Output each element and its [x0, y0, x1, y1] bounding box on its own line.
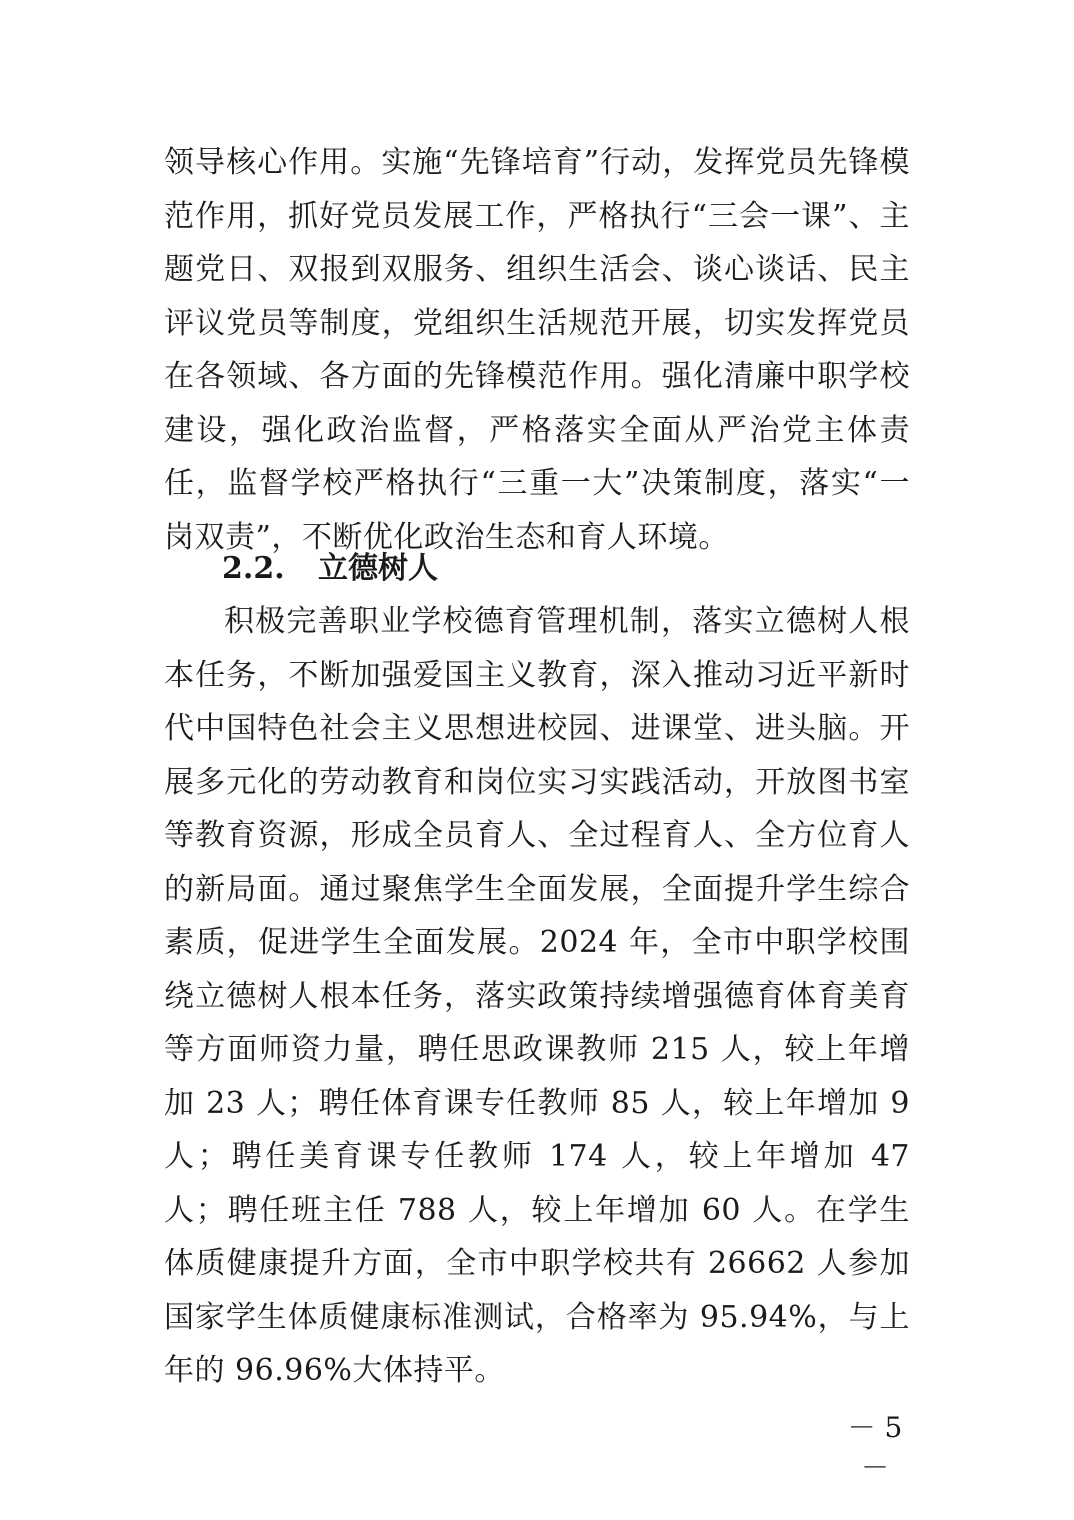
body-paragraph-2: 积极完善职业学校德育管理机制，落实立德树人根本任务，不断加强爱国主义教育，深入推动习近平新时代中国特色社会主义思想进校园、进课堂、进头脑。开展多元化的劳动教育和岗位实习实践活动，开放图书室等教育资源，形成全员育人、全过程育人、全方位育人的新局面。通过聚焦学生全面发展，全面提升学生综合素质，促进学生全面发展。2024 年，全市中职学校围绕立德树人根本任务，落实政策持续增强德育体育美育等方面师资力量，聘任思政课教师 215 人，较上年增加 23 人；聘任体育课专任教师 85 人，较上年增加 9 人；聘任美育课专任教师 174 人，较上年增加 47 人；聘任班主任 788 人，较上年增加 60 人。在学生体质健康提升方面，全市中职学校共有 26662 人参加国家学生体质健康标准测试，合格率为 95.94%，与上年的 96.96%大体持平。 [164, 604, 910, 1388]
section-heading [222, 542, 438, 596]
section-title: 立德树人 [318, 551, 438, 586]
body-paragraph-1: 领导核心作用。实施“先锋培育”行动，发挥党员先锋模范作用，抓好党员发展工作，严格执行“三会一课”、主题党日、双报到双服务、组织生活会、谈心谈话、民主评议党员等制度，党组织生活规范开展，切实发挥党员在各领域、各方面的先锋模范作用。强化清廉中职学校建设，强化政治监督，严格落实全面从严治党主体责任，监督学校严格执行“三重一大”决策制度，落实“一岗双责”，不断优化政治生态和育人环境。 [164, 145, 910, 555]
page-number: － 5 － [847, 1411, 903, 1484]
section-number: 2.2. [222, 551, 285, 586]
